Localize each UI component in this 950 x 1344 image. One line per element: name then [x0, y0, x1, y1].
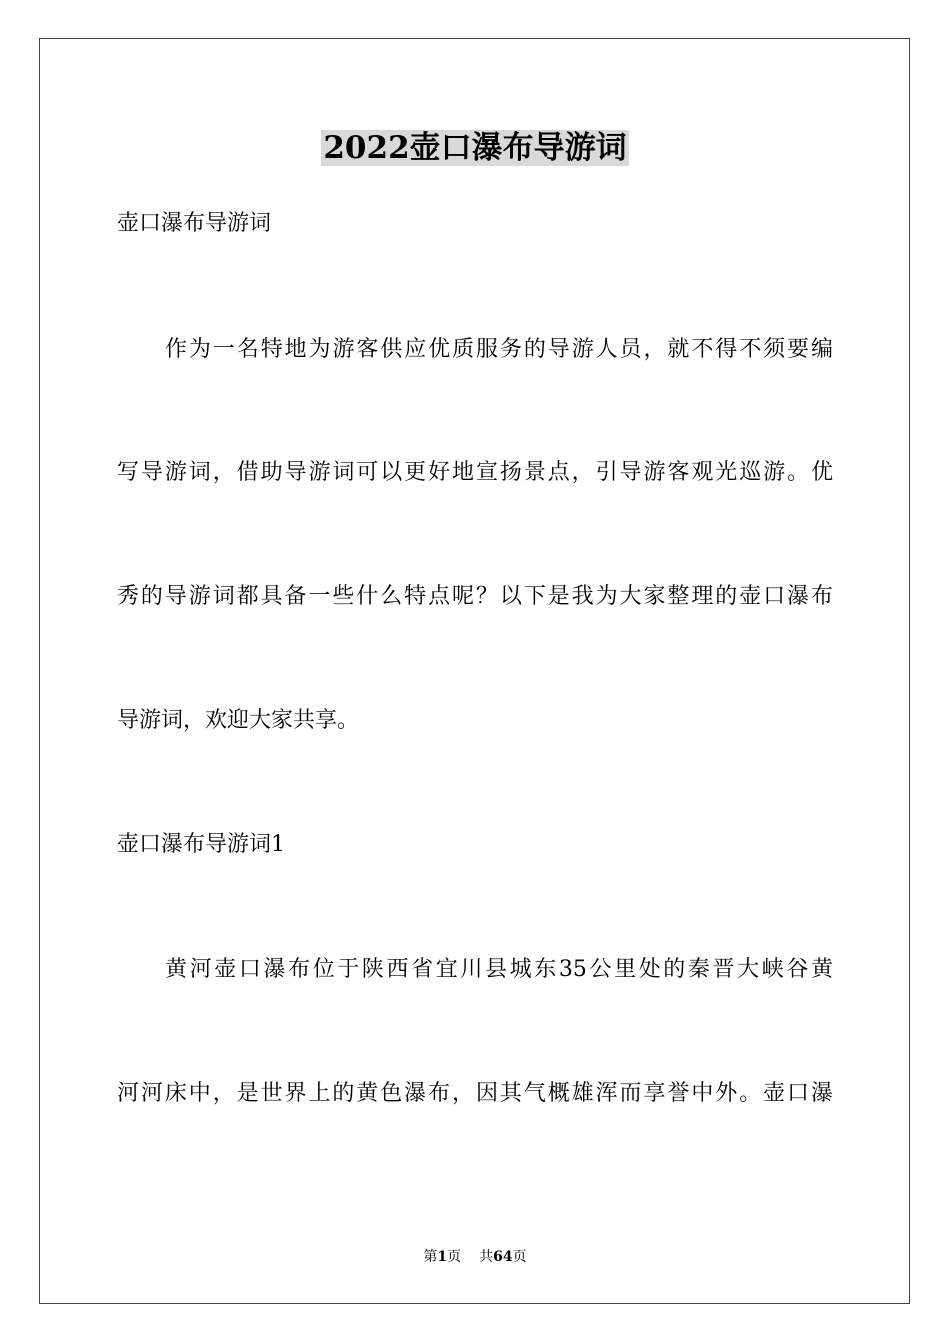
- page-footer: [0, 1247, 950, 1267]
- document-title-text: 2022壶口瀑布导游词: [323, 130, 627, 166]
- paragraph-line: 写导游词，借助导游词可以更好地宣扬景点，引导游客观光巡游。优: [117, 460, 833, 485]
- total-pages: 64: [493, 1249, 513, 1265]
- paragraph-line: 河河床中，是世界上的黄色瀑布，因其气概雄浑而享誉中外。壶口瀑: [117, 1081, 833, 1106]
- paragraph-line: 导游词，欢迎大家共享。: [117, 708, 360, 733]
- page-label-prefix: 第: [423, 1249, 438, 1265]
- total-label-suffix: 页: [512, 1249, 527, 1265]
- section-heading: 壶口瀑布导游词1: [117, 832, 285, 857]
- total-label-prefix: 共: [479, 1249, 494, 1265]
- page-label-suffix: 页: [447, 1249, 462, 1265]
- heading-line: 壶口瀑布导游词: [117, 211, 272, 236]
- paragraph-line: 秀的导游词都具备一些什么特点呢？以下是我为大家整理的壶口瀑布: [117, 584, 833, 609]
- page-number: 1: [437, 1249, 448, 1265]
- paragraph-line: 作为一名特地为游客供应优质服务的导游人员，就不得不须要编: [165, 337, 833, 362]
- paragraph-line: 黄河壶口瀑布位于陕西省宜川县城东35公里处的秦晋大峡谷黄: [165, 957, 833, 982]
- document-title: [0, 126, 950, 170]
